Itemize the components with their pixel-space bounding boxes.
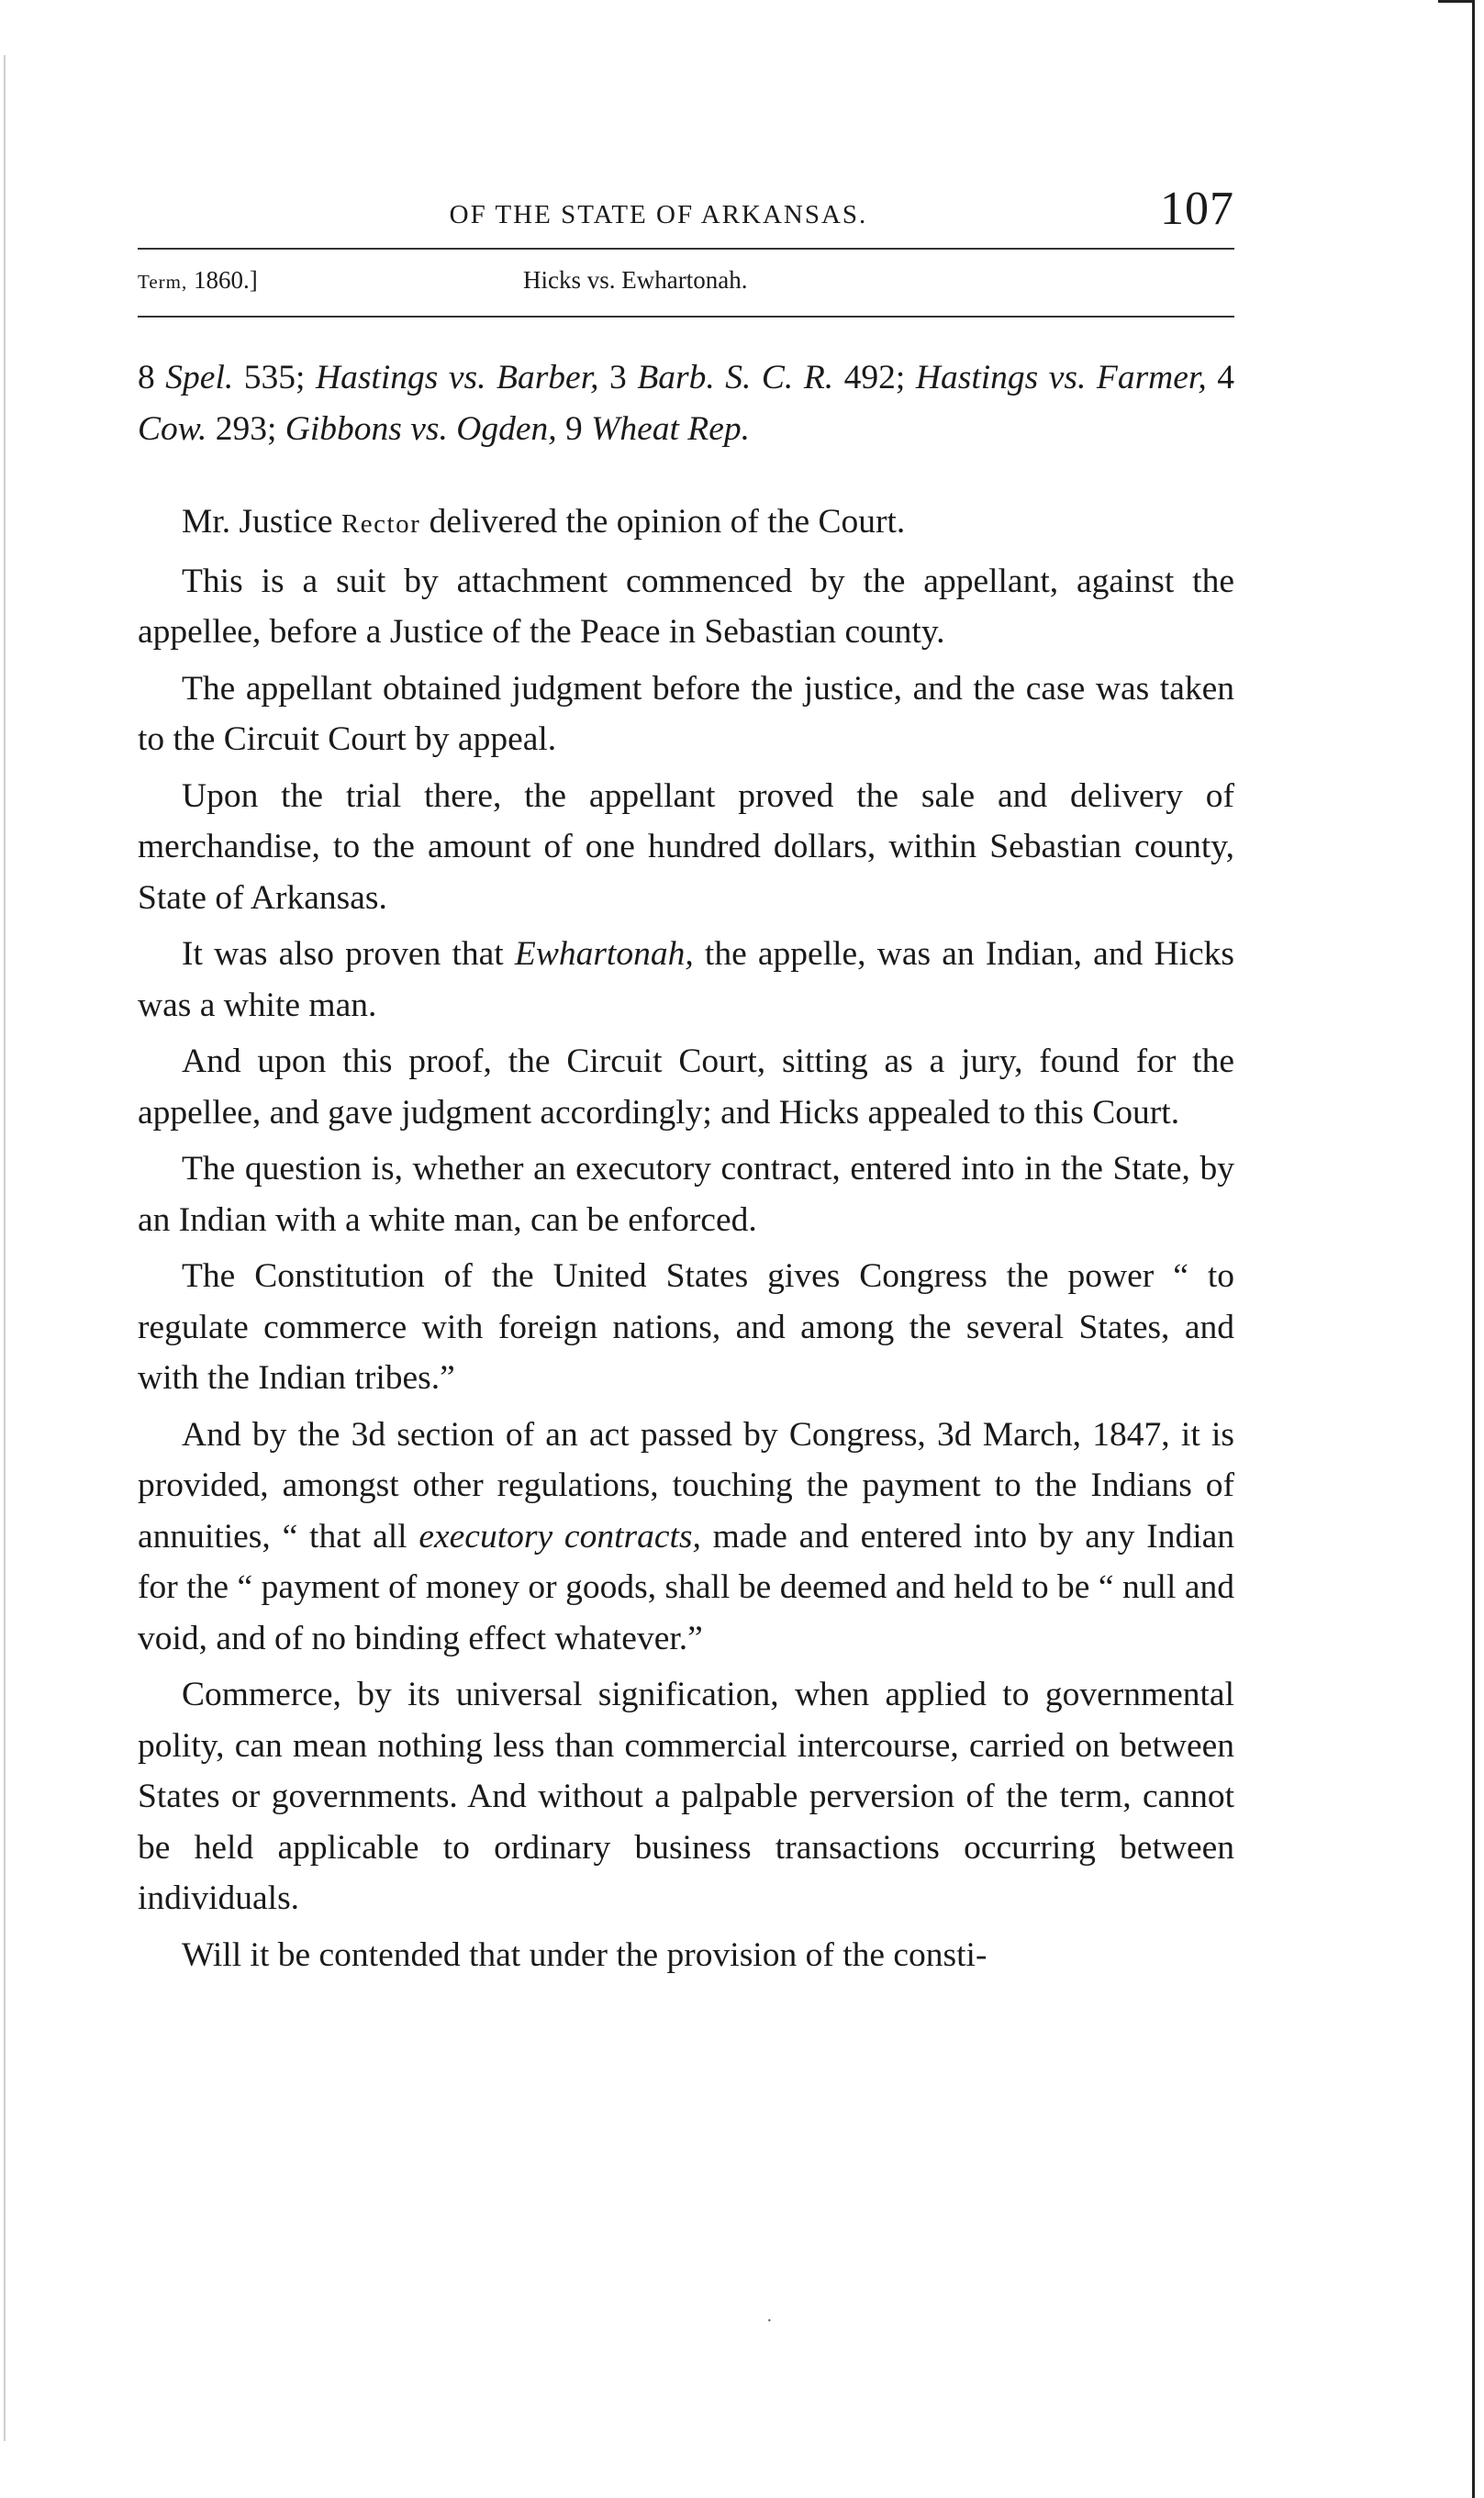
citation-text: 3 <box>598 359 638 396</box>
paragraph-proof <box>138 923 1234 1031</box>
running-title: OF THE STATE OF ARKANSAS. <box>449 200 868 229</box>
citation-italic: Gibbons vs. Ogden, <box>285 409 557 448</box>
scan-mark: · <box>766 2311 773 2331</box>
paragraph-continued: Will it be contended that under the provision of the consti- <box>182 1935 987 1974</box>
scan-edge-left <box>4 55 6 2441</box>
executory-contracts: executory contracts, <box>418 1517 701 1556</box>
scan-edge-right <box>1472 0 1475 2498</box>
citation-italic: Spel. <box>165 359 234 396</box>
appellee-name: Ewhartonah, <box>514 935 694 973</box>
term-year: 1860.] <box>194 266 258 294</box>
citation-italic: Hastings vs. Barber, <box>316 359 599 396</box>
paragraph-act-text: And by the 3d section of an act passed by Congress, 3d March, 1847, it is provided, amongst other regulations, touching the payment to the Indians of annuities, “ that all <box>138 1415 1234 1556</box>
paragraph-judgment: The appellant obtained judgment before the justice, and the case was taken to the Circuit Court by appeal. <box>138 669 1234 758</box>
paragraph-circuit-court: And upon this proof, the Circuit Court, sitting as a jury, found for the appellee, and gave judgment accordingly; and Hicks appealed to this Court. <box>138 1043 1234 1132</box>
scan-edge-top <box>1438 0 1475 3</box>
paragraph-trial: Upon the trial there, the appellant proved the sale and delivery of merchandise, to the amount of one hundred dollars, within Sebastian county, State of Arkansas. <box>138 776 1234 917</box>
citation-text: 535; <box>233 359 316 396</box>
citation-italic: Cow. <box>138 409 207 448</box>
paragraph-proof-text: It was also proven that <box>182 935 515 973</box>
opinion-body <box>138 496 1234 1980</box>
opinion-intro-text-end: delivered the opinion of the Court. <box>420 503 906 541</box>
citation-italic: Barb. S. C. R. <box>637 359 834 396</box>
header-rule-bottom <box>138 316 1234 318</box>
paragraph-proof-text-end: the appelle, was an Indian, and Hicks was a white man. <box>138 935 1234 1024</box>
citation-italic: Hastings vs. Farmer, <box>915 359 1207 396</box>
paragraph-commerce: Commerce, by its universal signification, when applied to governmental polity, can mean nothing less than commercial intercourse, carried on between States or governments. And without a palpable perversion of the term, cannot be held applicable to ordinary business transactions occurring between individuals. <box>138 1676 1234 1917</box>
citation-text: 293; <box>206 409 285 448</box>
paragraph-question: The question is, whether an executory contract, entered into in the State, by an Indian with a white man, can be enforced. <box>138 1150 1234 1239</box>
paragraph-suit: This is a suit by attachment commenced by the appellant, against the appellee, before a Justice of the Peace in Sebastian county. <box>138 562 1234 651</box>
term-label <box>138 266 258 295</box>
page <box>138 174 1234 1980</box>
citation-block <box>138 352 1234 454</box>
citation-text: 9 <box>556 409 592 448</box>
subhead <box>138 250 1234 316</box>
paragraph-act-of-congress <box>138 1404 1234 1665</box>
opinion-intro-text: Mr. Justice <box>182 503 341 541</box>
citation-italic: Wheat Rep. <box>591 409 750 448</box>
case-title: Hicks vs. Ewhartonah. <box>523 266 748 294</box>
citation-text: 8 <box>138 359 166 396</box>
page-number: 107 <box>1160 183 1234 235</box>
citation-text: 4 <box>1206 359 1235 396</box>
term-word: Term, <box>138 271 188 293</box>
paragraph-constitution: The Constitution of the United States gives Congress the power “ to regulate commerce with foreign nations, and among the several States, and with the Indian tribes.” <box>138 1257 1234 1397</box>
opinion-intro <box>138 496 1234 551</box>
citation-text: 492; <box>833 359 916 396</box>
paragraph-act-text-end: made and entered into by any Indian for the “ payment of money or goods, shall be deemed and held to be “ null and void, and of no binding effect whatever.” <box>138 1517 1235 1657</box>
justice-name: Rector <box>340 509 421 539</box>
running-head <box>138 174 1234 248</box>
